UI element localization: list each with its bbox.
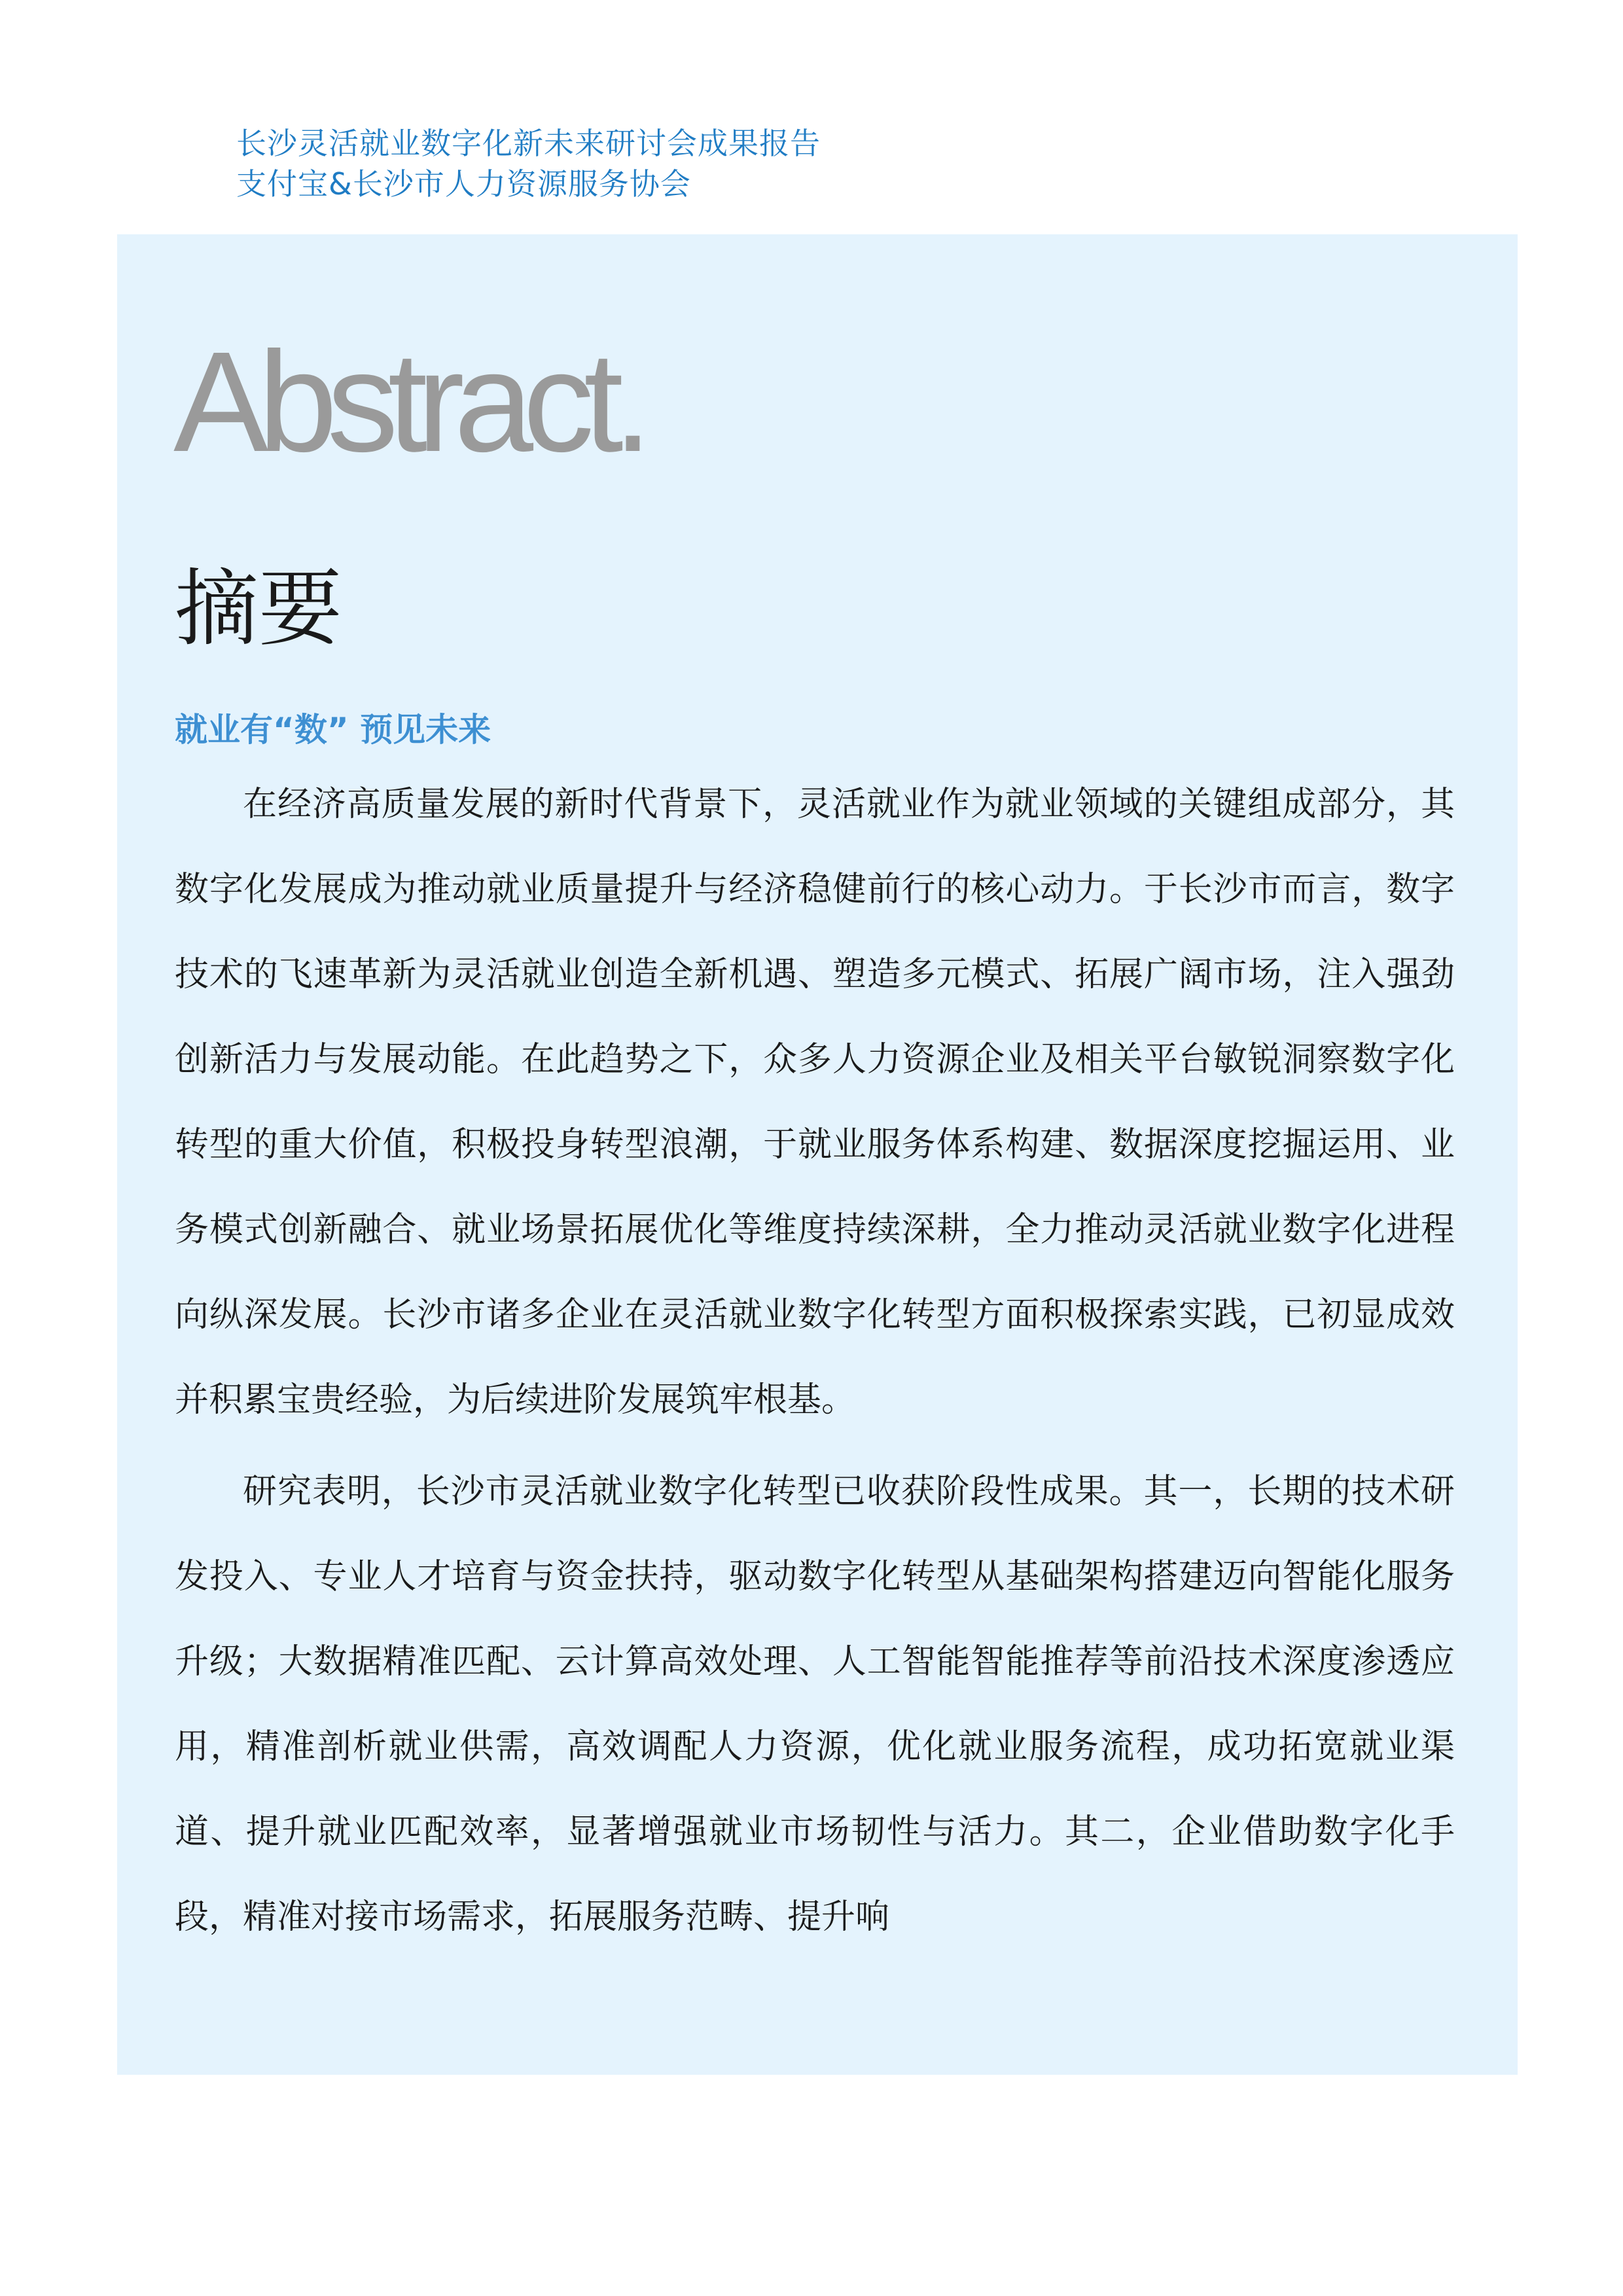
report-title: 长沙灵活就业数字化新未来研讨会成果报告 bbox=[236, 126, 821, 161]
abstract-panel bbox=[117, 234, 1518, 2075]
abstract-subtitle: 就业有“数” 预见未来 bbox=[175, 711, 491, 749]
abstract-paragraph-2: 研究表明，长沙市灵活就业数字化转型已收获阶段性成果。其一，长期的技术研发投入、专业人才培育与资金扶持，驱动数字化转型从基础架构搭建迈向智能化服务升级；大数据精准匹配、云计算高效处理、人工智能智能推荐等前沿技术深度渗透应用，精准剖析就业供需，高效调配人力资源，优化就业服务流程，成功拓宽就业渠道、提升就业匹配效率，显著增强就业市场韧性与活力。其二，企业借助数字化手段，精准对接市场需求，拓展服务范畴、提升响 bbox=[175, 1472, 1455, 1937]
report-header bbox=[236, 123, 1283, 204]
abstract-title-zh: 摘要 bbox=[175, 560, 343, 658]
abstract-paragraph-1: 在经济高质量发展的新时代背景下，灵活就业作为就业领域的关键组成部分，其数字化发展成为推动就业质量提升与经济稳健前行的核心动力。于长沙市而言，数字技术的飞速革新为灵活就业创造全新机遇、塑造多元模式、拓展广阔市场，注入强劲创新活力与发展动能。在此趋势之下，众多人力资源企业及相关平台敏锐洞察数字化转型的重大价值，积极投身转型浪潮，于就业服务体系构建、数据深度挖掘运用、业务模式创新融合、就业场景拓展优化等维度持续深耕，全力推动灵活就业数字化进程向纵深发展。长沙市诸多企业在灵活就业数字化转型方面积极探索实践，已初显成效并积累宝贵经验，为后续进阶发展筑牢根基。 bbox=[175, 785, 1455, 1420]
abstract-body bbox=[175, 762, 1455, 1966]
abstract-title-en: Abstract. bbox=[173, 323, 643, 482]
report-organizers: 支付宝&长沙市人力资源服务协会 bbox=[236, 166, 691, 202]
